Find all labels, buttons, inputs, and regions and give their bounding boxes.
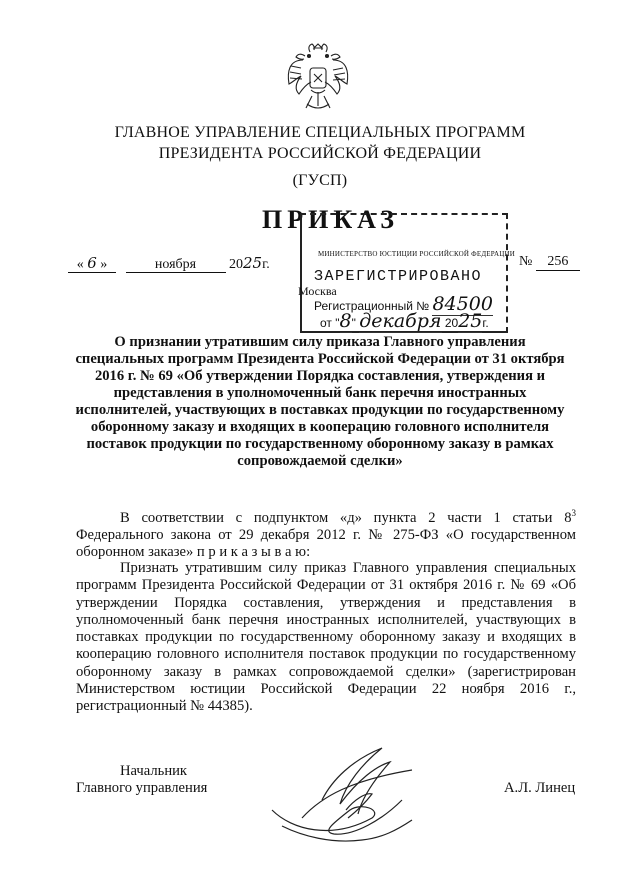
body-paragraph-2: Признать утратившим силу приказ Главного управления специальных программ Президента Российской Федерации от 31 октября 2016 г. № 69 «Об утверждении Порядка составления, утверждения и представления в уполномоченный банк перечня иностранных исполнителей, участвующих в поставках продукции по государственному оборонному заказу и входящих в кооперацию головного исполнителя поставок продукции по государственному оборонному заказу в рамках сопровождаемой сделки» (зарегистрирован Министерством юстиции Российской Федерации 22 ноября 2016 г., регистрационный № 44385). — [76, 560, 576, 715]
date-day-field: « 6 » — [68, 256, 116, 273]
position-line1: Начальник — [120, 763, 188, 779]
date-year: 25 — [243, 254, 263, 272]
coat-of-arms-emblem — [283, 38, 353, 118]
signatory-name: А.Л. Линец — [504, 780, 576, 796]
signatory-position — [76, 763, 207, 797]
body-paragraph-1: В соответствии с подпунктом «д» пункта 2 части 1 статьи $8^3$ Федерального закона от 29 декабря 2012 г. № 275-ФЗ «О государственном оборонном заказе» п р и к а з ы в а ю: — [76, 508, 576, 561]
stamp-date-year: 25 — [458, 310, 483, 332]
document-type-heading: ПРИКАЗ — [262, 205, 400, 234]
stamp-date-month: декабря — [359, 310, 442, 332]
date-day: 6 — [87, 254, 97, 272]
date-year-mark: г. — [262, 257, 270, 272]
order-date — [68, 254, 270, 273]
handwritten-signature — [262, 740, 432, 850]
date-month: ноября — [126, 257, 226, 273]
stamp-date-day: 8 — [339, 310, 352, 332]
number-value: 256 — [536, 254, 580, 271]
stamp-ministry-header: МИНИСТЕРСТВО ЮСТИЦИИ РОССИЙСКОЙ ФЕДЕРАЦИИ — [318, 250, 515, 258]
stamp-city: Москва — [298, 284, 337, 298]
number-label: № — [519, 254, 533, 269]
order-number — [519, 254, 580, 271]
org-name-line1: ГЛАВНОЕ УПРАВЛЕНИЕ СПЕЦИАЛЬНЫХ ПРОГРАММ — [114, 124, 526, 141]
superscript: 3 — [571, 508, 576, 518]
stamp-registered-title: ЗАРЕГИСТРИРОВАНО — [314, 268, 483, 285]
stamp-registration-number-value: 84500 — [432, 293, 493, 315]
stamp-registration-date: от "8" декабря 2025г. — [320, 310, 489, 332]
org-abbreviation: (ГУСП) — [292, 172, 348, 189]
position-line2: Главного управления — [76, 780, 208, 796]
order-title: О признании утратившим силу приказа Главного управления специальных программ Президента Российской Федерации от 31 октября 2016 г. № 69 «Об утверждении Порядка составления, утверждения и представления в уполномоченный банк перечня иностранных исполнителей, участвующих в поставках продукции по государственному оборонному заказу и входящих в кооперацию головного исполнителя поставок продукции по государственному оборонному заказу в рамках сопровождаемой сделки» — [75, 334, 565, 469]
stamp-registration-number: Регистрационный № 84500 — [314, 293, 493, 315]
org-name-line2: ПРЕЗИДЕНТА РОССИЙСКОЙ ФЕДЕРАЦИИ — [158, 145, 482, 162]
russian-coat-of-arms-icon — [283, 38, 353, 118]
date-year-prefix: 20 — [229, 257, 243, 272]
